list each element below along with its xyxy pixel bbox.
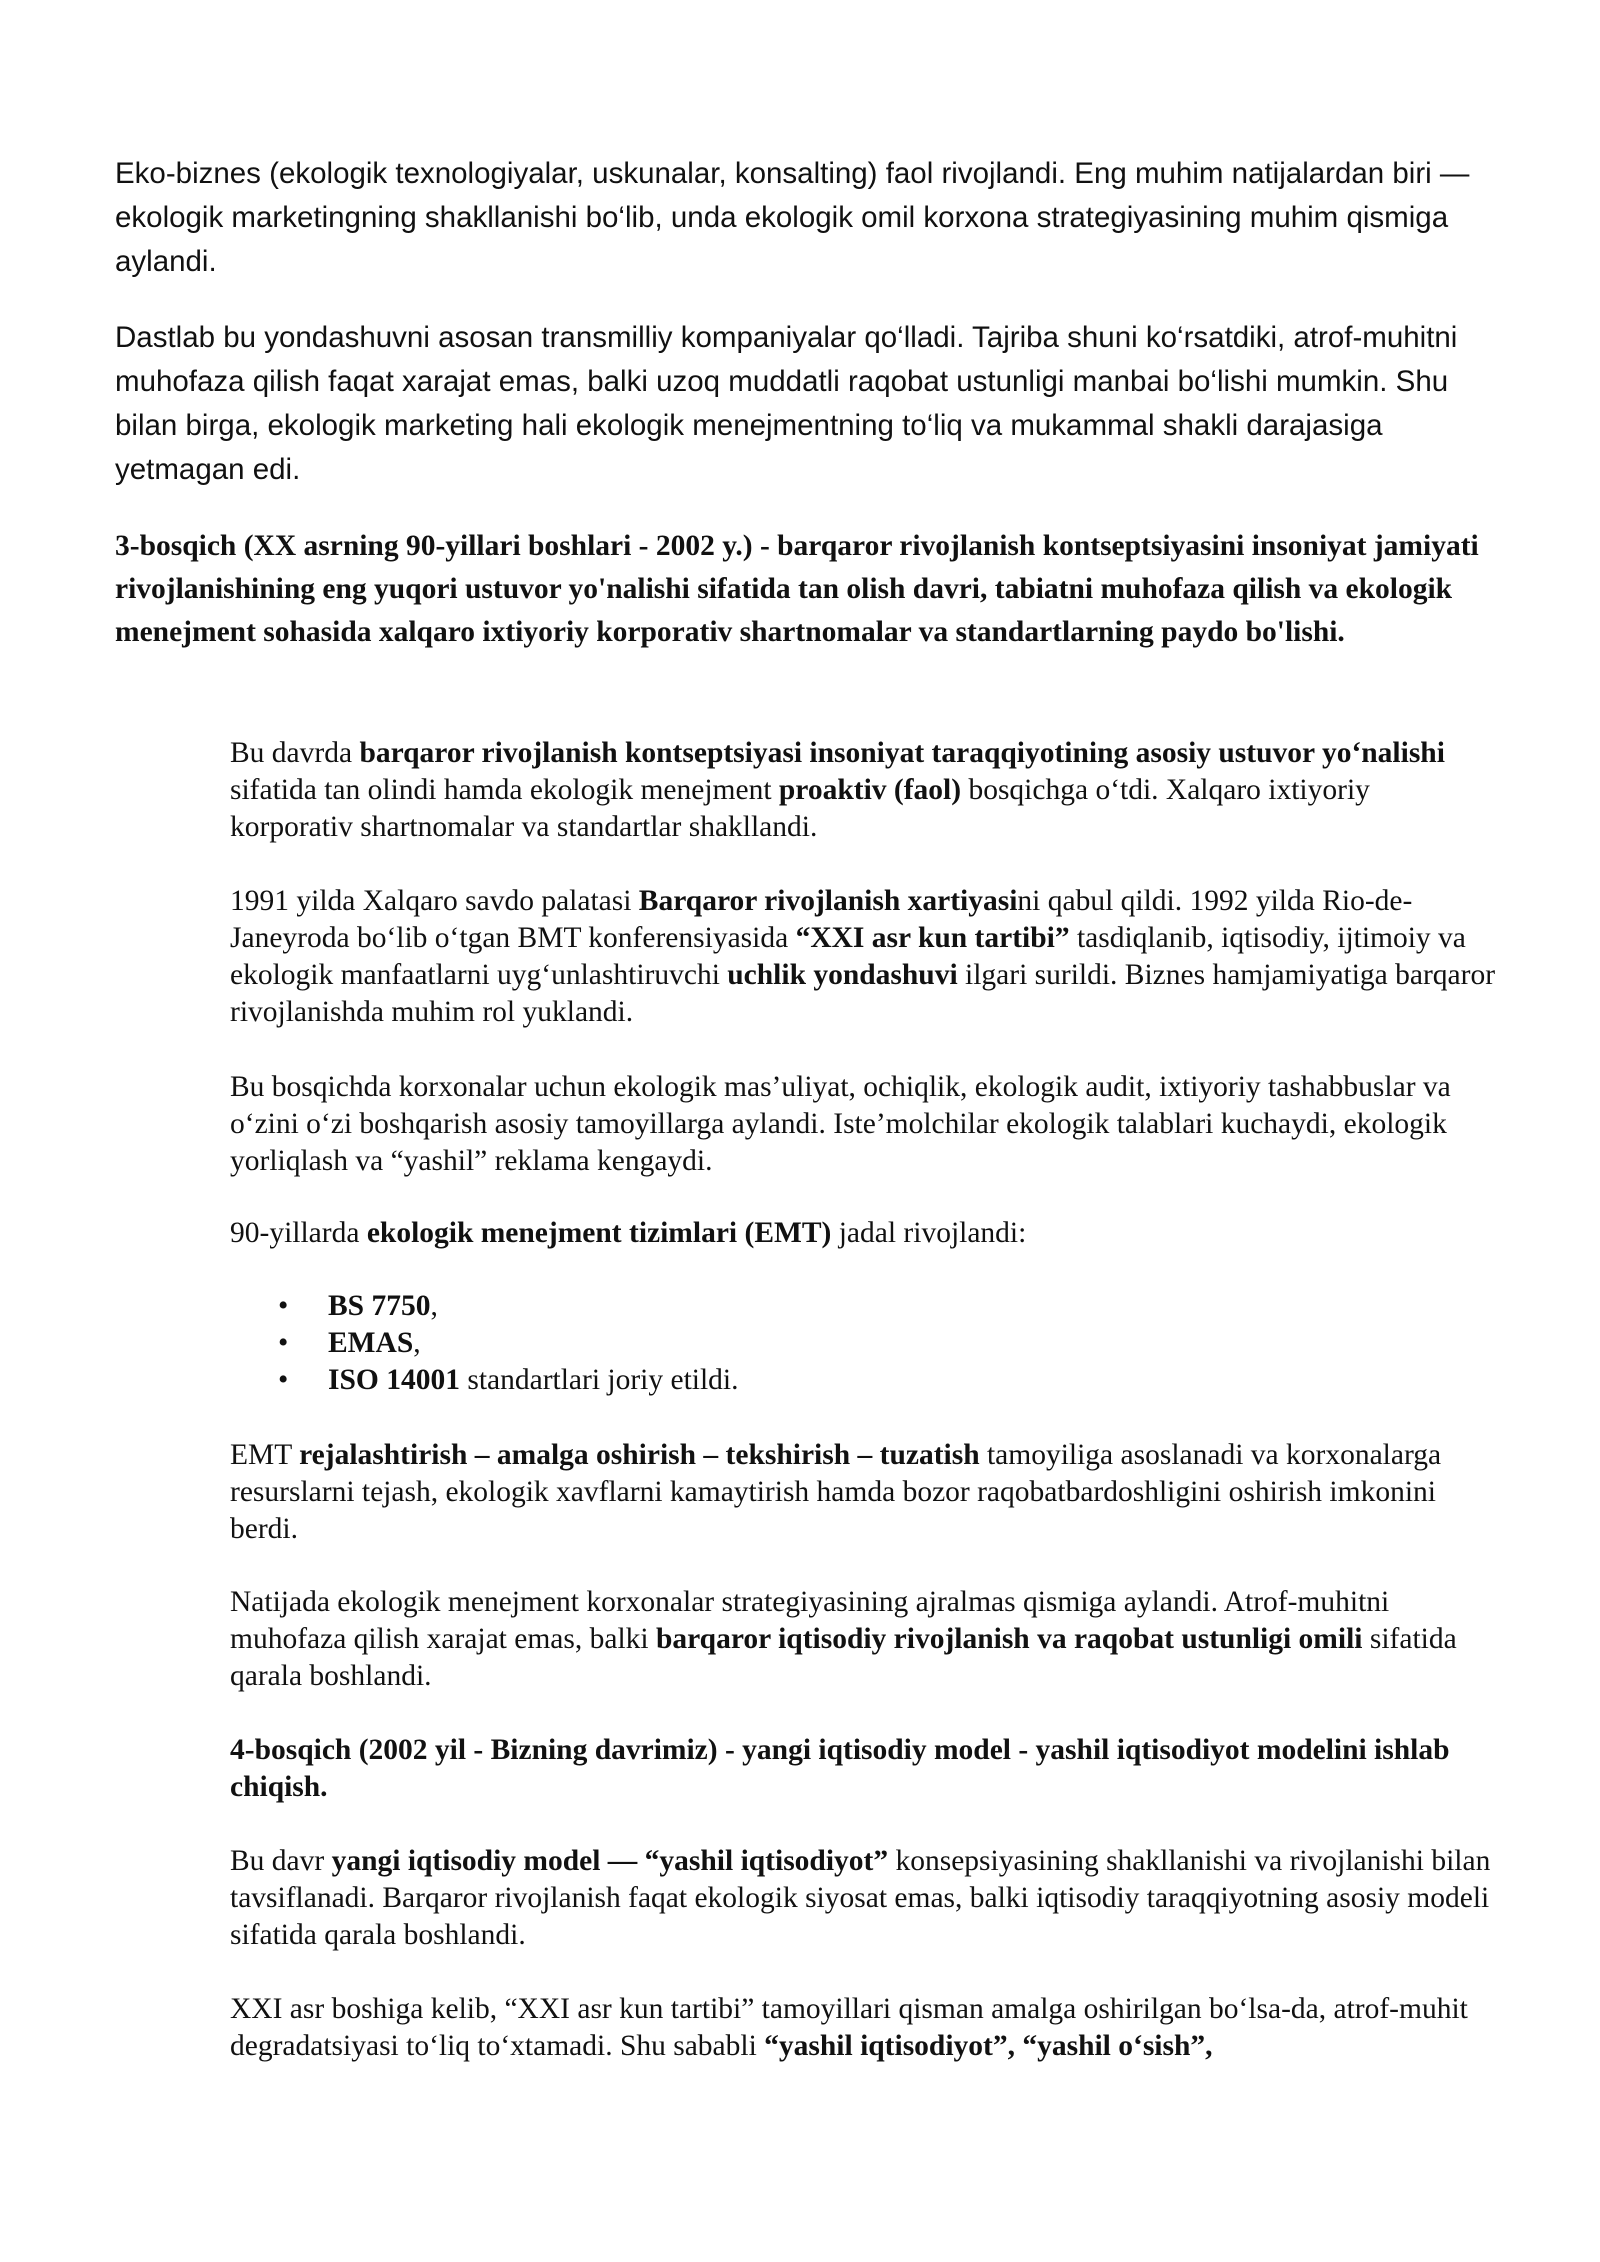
text-run: tamoyiliga asoslanadi va korxonalarga resurslarni tejash, ekologik xavflarni kamaytirish hamda bozor raqobatbardoshligini oshirish imkonini berdi. <box>230 1439 1442 1545</box>
bold-run: uchlik yondashuvi <box>727 959 958 991</box>
text-run: Natijada ekologik menejment korxonalar strategiyasining ajralmas qismiga aylandi. Atrof-muhitni muhofaza qilish xarajat emas, balki <box>230 1586 1390 1655</box>
text-run: ni qabul qildi. 1992 yilda Rio-de-Janeyroda bo‘lib o‘tgan BMT konferensiyasida <box>230 885 1413 954</box>
heading-text: 3-bosqich (XX asrning 90-yillari boshlari - 2002 y.) - barqaror rivojlanish kontseptsiyasini insoniyat jamiyati rivojlanishining eng yuqori ustuvor yo'nalishi sifatida tan olish davri, tabiatni muhofaza qilish va ekologik menejment sohasida xalqaro ixtiyoriy korporativ shartnomalar va standartlarning paydo bo'lishi. <box>115 530 1479 648</box>
bullet-icon: • <box>278 1327 289 1359</box>
text-run: EMT <box>230 1439 300 1471</box>
paragraph-ems-intro <box>230 1215 1500 1252</box>
text-run: ilgari surildi. Biznes hamjamiyatiga barqaror rivojlanishda muhim rol yuklandi. <box>230 959 1496 1028</box>
paragraph-result <box>230 1584 1500 1695</box>
paragraph-responsibility <box>230 1069 1500 1180</box>
list-item <box>230 1288 1430 1325</box>
heading-text: 4-bosqich (2002 yil - Bizning davrimiz) - yangi iqtisodiy model - yashil iqtisodiyot modelini ishlab chiqish. <box>230 1734 1450 1803</box>
paragraph-green-economy <box>230 1843 1500 1954</box>
heading-stage-3 <box>115 525 1495 654</box>
bold-run: rejalashtirish – amalga oshirish – tekshirish – tuzatish <box>299 1439 980 1471</box>
text-run: sifatida qarala boshlandi. <box>230 1623 1457 1692</box>
list-item <box>230 1325 1430 1362</box>
text-run: Bu davr <box>230 1845 332 1877</box>
bold-run: barqaror rivojlanish kontseptsiyasi insoniyat taraqqiyotining asosiy ustuvor yo‘nalishi <box>359 737 1445 769</box>
text-run: Bu bosqichda korxonalar uchun ekologik mas’uliyat, ochiqlik, ekologik audit, ixtiyoriy tashabbuslar va o‘zini o‘zi boshqarish asosiy tamoyillarga aylandi. Iste’molchilar ekologik talablari kuchaydi, ekologik yorliqlash va “yashil” reklama kengaydi. <box>230 1071 1451 1177</box>
text-run: , <box>413 1327 421 1359</box>
standards-list <box>230 1288 1430 1399</box>
paragraph-stage-3-intro <box>230 735 1500 846</box>
paragraph-text: Eko-biznes (ekologik texnologiyalar, uskunalar, konsalting) faol rivojlandi. Eng muhim natijalardan biri — ekologik marketingning shakllanishi bo‘lib, unda ekologik omil korxona strategiyasining muhim qismiga aylandi. <box>115 157 1470 278</box>
bullet-icon: • <box>278 1290 289 1322</box>
heading-stage-4 <box>230 1732 1500 1806</box>
paragraph-text: Dastlab bu yondashuvni asosan transmilliy kompaniyalar qo‘lladi. Tajriba shuni ko‘rsatdiki, atrof-muhitni muhofaza qilish faqat xarajat emas, balki uzoq muddatli raqobat ustunligi manbai bo‘lishi mumkin. Shu bilan birga, ekologik marketing hali ekologik menejmentning to‘liq va mukammal shakli darajasiga yetmagan edi. <box>115 321 1458 486</box>
text-run: XXI asr boshiga kelib, “XXI asr kun tartibi” tamoyillari qisman amalga oshirilgan bo‘lsa-da, atrof-muhit degradatsiyasi to‘liq to‘xtamadi. Shu sababli <box>230 1993 1468 2062</box>
text-run: sifatida tan olindi hamda ekologik menejment <box>230 774 779 806</box>
bold-run: ekologik menejment tizimlari (EMT) <box>366 1217 832 1249</box>
text-run: jadal rivojlandi: <box>831 1217 1027 1249</box>
bold-run: ISO 14001 <box>328 1364 460 1396</box>
bold-run: BS 7750 <box>328 1290 431 1322</box>
bold-run: “XXI asr kun tartibi” <box>795 922 1070 954</box>
text-run: bosqichga o‘tdi. Xalqaro ixtiyoriy korporativ shartnomalar va standartlar shakllandi. <box>230 774 1370 843</box>
text-run: konsepsiyasining shakllanishi va rivojlanishi bilan tavsiflanadi. Barqaror rivojlanish faqat ekologik siyosat emas, balki iqtisodiy taraqqiyotning asosiy modeli sifatida qarala boshlandi. <box>230 1845 1491 1951</box>
text-run: 90-yillarda <box>230 1217 367 1249</box>
text-run: tasdiqlanib, iqtisodiy, ijtimoiy va ekologik manfaatlarni uyg‘unlashtiruvchi <box>230 922 1466 991</box>
bold-run: proaktiv (faol) <box>778 774 962 806</box>
paragraph-eco-business <box>115 152 1505 284</box>
list-item <box>230 1362 1430 1399</box>
text-run: , <box>430 1290 438 1322</box>
bullet-icon: • <box>278 1364 289 1396</box>
bold-run: Barqaror rivojlanish xartiyasi <box>638 885 1018 917</box>
bold-run: “yashil iqtisodiyot”, “yashil o‘sish”, <box>764 2030 1213 2062</box>
bold-run: EMAS <box>328 1327 414 1359</box>
paragraph-xxi-century <box>230 1991 1500 2065</box>
text-run: Bu davrda <box>230 737 360 769</box>
paragraph-transnational <box>115 316 1505 492</box>
bold-run: yangi iqtisodiy model — “yashil iqtisodiyot” <box>331 1845 889 1877</box>
text-run: standartlari joriy etildi. <box>459 1364 739 1396</box>
paragraph-ems-cycle <box>230 1437 1500 1548</box>
bold-run: barqaror iqtisodiy rivojlanish va raqobat ustunligi omili <box>655 1623 1363 1655</box>
paragraph-1991-charter <box>230 883 1500 1031</box>
text-run: 1991 yilda Xalqaro savdo palatasi <box>230 885 639 917</box>
